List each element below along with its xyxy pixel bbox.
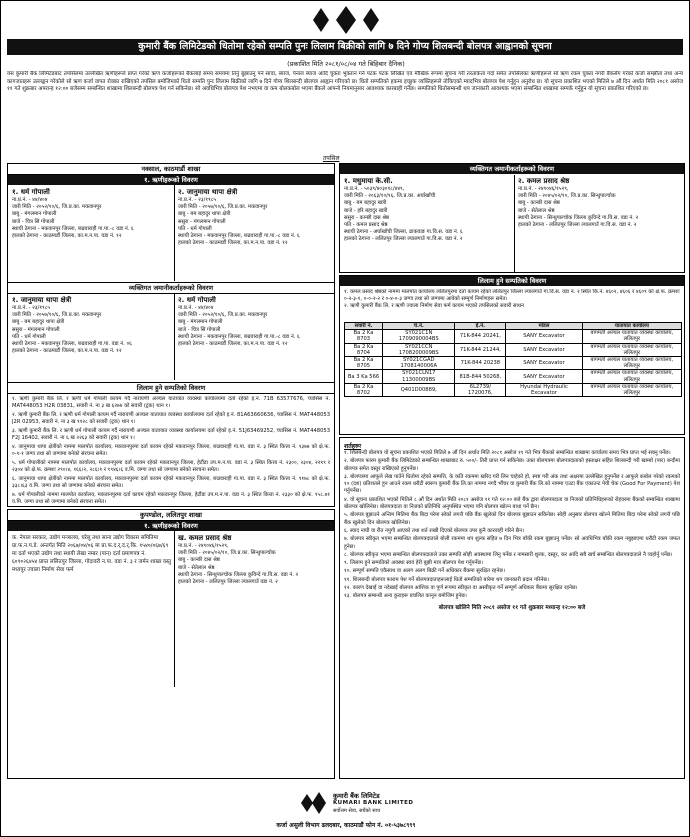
footer-bank-en: KUMARI BANK LIMITED (333, 800, 414, 806)
auction-item: २. ऋणी कुमारी बैंक लि. र ऋणी धर्म गोपाली कायम गर्दै नारायणी अञ्चल यातायात व्यवस्था कार्यालयमा दर्ता रहेको इ.नं. 81A63660636, च्यासिस नं. MAT448053 J2R 02953, सवारी नं. ना ३ ख ९१२८ को सवारी (ट्रक) थान १। (12, 412, 330, 425)
table-row (345, 383, 682, 396)
borrowers-header: १. ऋणीहरूको विवरण (8, 175, 334, 185)
detail-line: बाजे - सेतेलाल श्रेष्ठ (518, 207, 555, 214)
table-cell: SY021CCN 1708200009BS (383, 343, 455, 356)
table-cell: Ba 2 Ka 8705 (345, 357, 383, 370)
naxal-branch-section (7, 163, 335, 507)
branch-name-2: कुपण्डोल, ललितपुर शाखा (8, 510, 334, 521)
table-cell: 71K-844 20238 (455, 357, 506, 370)
detail-line: हालको ठेगाना - काठमाडौं जिल्ला, का.म.न.पा. वडा नं. १२ (178, 240, 288, 247)
table-cell: SY021C1N 1709090004BS (383, 330, 455, 343)
detail-line: स्थायी ठेगाना - मकवानपुर जिल्ला, बज्रवाराही गा.पा.-८ वडा नं. ६ (178, 233, 300, 240)
condition-item: १३. बोलपत्र सम्बन्धी अन्य कुराहरू प्रचलित कानून बमोजिम हुनेछ। (344, 593, 467, 600)
table-header: चे.नं. (383, 323, 455, 330)
borrower-1-details (12, 197, 172, 240)
detail-line: बाजे - सेतेलाल श्रेष्ठ (178, 564, 215, 571)
borrower-firm: क. नेपाल सरकार, उद्योग मन्त्रालय, घरेलु तथा साना उद्योग विकास समितिमा प्रा.फ.न.प.डे. अन्तर्गत मिति २०६७/०४/०६ मा प्रा.फ.द.र्.द.र्.कि. १५४०/०६७/६९ मा दर्ता भएको उद्योग तथा स्थायी लेखा नम्बर (पान) दर्ता प्रमाणपत्र नं. ६०९०२६४५४ प्राप्त ललितपुर जिल्ला, गोदावरी न.पा. वडा नं. ३ र जर्मन शाखा वस्तु मध्यपुर ज्वाला निर्माण सेवा फर्म (12, 535, 172, 573)
condition-item: ७. बोलपत्र स्वीकृत भएमा सम्बन्धित बोलपत्रदाताले बोली रकममा थप शुल्क सहित ७ दिन भित्र बाँकी रकम बुझाउनु पर्नेछ। सो अवधिभित्र बाँकी रकम नबुझाएमा धरौटी रकम जफत हुनेछ। (344, 536, 680, 550)
detail-line: ना.प्र.नं. - २४१०४६/१५२९, (518, 186, 569, 192)
detail-line: हालको ठेगाना - ललितपुर जिल्ला ल्यालगाउँ वडा नं. २ (178, 579, 278, 586)
detail-line: बाबु - बम बहादुर थापा क्षेत्री (178, 211, 231, 218)
detail-line: बाबु - कान्छी दास श्रेष्ठ (178, 557, 220, 564)
detail-line: ससुरा - कान्छी दास श्रेष्ठ (344, 214, 390, 221)
condition-item: ५. बोलपत्र बुझाउने अन्तिम मितिमा बैंक बिदा परेमा सोको लगत्तै पछि बैंक खुलेको दिन बोलपत्र बुझाउन सकिनेछ। सोही अनुसार बोलपत्र खोल्ने मितिमा बिदा परेमा सोको लगत्तै पछि बैंक खुलेको दिन बोलपत्र खोलिनेछ। (344, 512, 680, 526)
footer-tagline: सर्वोत्तम सेवा, सधैंको साथ (333, 808, 381, 814)
conditions-section (339, 437, 685, 779)
detail-line: बाबु - कान्छी दास श्रेष्ठ (518, 200, 560, 207)
kupondole-branch-section (7, 509, 335, 779)
right-guarantors-section (339, 163, 685, 273)
table-cell: बागमती अञ्चल यातायात व्यवस्था कार्यालय, ललितपुर (582, 370, 681, 383)
detail-line: बाबु - बम बहादुर खत्री (344, 200, 387, 207)
auction-list (12, 396, 330, 506)
condition-item: ३. बोलपत्रमा आफूले लेख पाउँने धितोमा रहेको सम्पत्ति, के कति रकममा खरिद गरी लिन चाहेको हो, स्पष्ट गरी अंक तथा अक्षरमा उल्लेखित हुनुपर्नेछ र आफूले कबोल गरेको रकमको १० (दश) प्रतिशतले हुन आउने रकम धरौटी स्वरूप कुमारी बैंक लि.का नाममा नगदै भौंचर वा कुमारी बैंक लि.को नाममा एउटा बैंक एकाउन्ट पेयी चेक (Good For Payment) पेश गर्नुपर्नेछ। (344, 473, 680, 495)
detail-line: ससुरा - मंगलमान गोपाली (12, 326, 60, 333)
detail-line: जारी मिति - २०५२/१०/६, जि.प्र.का. मकवानपुर (178, 312, 268, 319)
auction-items (12, 396, 330, 506)
auction-header: लिलाम हुने सम्पतिको विवरण (8, 382, 334, 394)
table-cell: SANY Excavator (506, 330, 582, 343)
detail-line: ना.प्र.नं. - २४१०४६/१५२९, (178, 543, 229, 549)
right-auction-section (339, 275, 685, 435)
detail-line: स्थायी ठेगाना - अर्घाखाँची जिल्ला, ढाकवाङ गा.वि.स. वडा नं. ६ (344, 229, 463, 236)
table-cell: Q401D00889, (383, 383, 455, 396)
detail-line: जारी मिति - २०५२/१०/६, जि.प्र.का. मकवानपुर (12, 204, 102, 211)
detail-line: बाबु - बम बहादुर थापा क्षेत्री (12, 319, 65, 326)
table-row (345, 330, 682, 343)
detail-line: ना.प्र.नं. - ४४/४०४ (12, 197, 48, 203)
detail-line: स्थायी ठेगाना - मकवानपुर जिल्ला, बज्रवाराही गा.पा. वडा नं. ०६ (12, 341, 132, 348)
table-cell: 81B-844 50268, (455, 370, 506, 383)
borrowers-header-2: १. ऋणीहरूको विवरण (8, 521, 334, 531)
detail-line: ना.प्र.नं. - २३/१९८५ (178, 197, 217, 203)
condition-item: ११. शिलबन्दी बोलपत्र फाराम पेश गर्ने बोलपत्रदाताहरूलाई धितो सम्पतिको बारेमा थप जानकारी प्रदान गरिनेछ। (344, 576, 549, 583)
detail-line: हालको ठेगाना - काठमाडौं जिल्ला, का.म.न.पा. वडा नं. १२ (178, 341, 288, 348)
guarantor-1: १. जानुमाया थापा क्षेत्री ना.प्र.नं. - २३/१९८५ जारी मिति - २०५७/१०/६, जि.प्र.का. मकवानपुर बाबु - बम बहादुर थापा क्षेत्री ससुरा - मंगलमान गोपाली पति - धर्म गोपाली स्थायी ठेगाना - मकवानपुर जिल्ला, बज्रवाराही गा.पा. वडा नं. ०६ हालको ठेगाना - काठमाडौं जिल्ला, का.म.न.पा. वडा नं. १२ (12, 296, 172, 380)
detail-line: पति - कमल प्रसाद श्रेष्ठ (344, 222, 388, 229)
closing-line: बोलपत्र खोलिने मिति २०८१ असोज ११ गते शुक्रबार मध्यान्ह १२:०० बजे (438, 604, 586, 611)
vehicle-table-wrap (344, 322, 682, 397)
guarantor-2: २. धर्म गोपाली ना.प्र.नं. - ४४/४०४ जारी मिति - २०५२/१०/६, जि.प्र.का. मकवानपुर बाबु - मंगलमान गोपाली बाजे - चित्र सिं गोपाली स्थायी ठेगाना - मकवानपुर जिल्ला, बज्रवाराही गा.पा.-८ वडा नं. ६ हालको ठेगाना - काठमाडौं जिल्ला, का.म.न.पा. वडा नं. १२ (178, 296, 332, 380)
auction-item: ६. जानुमाया थापा क्षेत्रीको नाममा मालपोत कार्यालय, मकवानपुरमा दर्ता कायम रहेको मकवानपुर जिल्ला, बज्रवाराही गा.पा. वडा नं. ३ स्थित कित्ता नं. ९१७८ को क्षे.फ. ३३८।६३ व.मि. जग्गा तथा सो जग्गामा बनेको संरचना समेत। (12, 476, 330, 489)
table-cell: Ba 2 Ka 8704 (345, 343, 383, 356)
condition-item: २. बोलपत्र फारम कुमारी बैंक लिमिटेडको सम्बन्धित शाखाबाट रु. ५००/- तिरी प्राप्त गर्न सकिनेछ। उक्त बोलपत्रमा बोलपत्रदाताको हस्ताक्षर सहित शिलबन्दी गरी खाम्बो (पार) बन्दीमा बोलपत्र समेत दस्तुर राखिएको हुनुपर्नेछ। (344, 458, 680, 472)
borrower-2-details (178, 197, 332, 247)
borrower-kamal: ख. कमल प्रसाद श्रेष्ठ ना.प्र.नं. - २४१०४६/१५२९, जारी मिति - २०४५/०२/१०, जि.प्र.का. सिन्धुपाल्चोक बाबु - कान्छी दास श्रेष्ठ बाजे - सेतेलाल श्रेष्ठ स्थायी ठेगाना - सिन्धुपाल्चोक जिल्ला कुविन्दे गा.वि.स. वडा नं. २ हालको ठेगाना - ललितपुर जिल्ला ल्यालगाउँ वडा नं. २ (178, 534, 332, 684)
table-row (345, 357, 682, 370)
detail-line: पति - धर्म गोपाली (12, 333, 46, 340)
auction-item: ५. धर्म गोपालीको नाममा मालपोत कार्यालय, मकवानपुरमा दर्ता कायम रहेको मकवानपुर जिल्ला, हेटौंडा उप.म.न.पा. वडा नं. ३ स्थित कित्ता नं. २३००, २३०४, २२९९ र २३०४ को क्षे.फ. क्रमशः २९०।४, १६६।२, २८६।१ र १९४६।६ व.मि. जग्गा तथा सो जग्गामा बनेको संरचना समेत। (12, 460, 330, 473)
detail-line: बाबु - मंगलमान गोपाली (12, 211, 57, 218)
table-cell: SY021CGAD 1708140006A (383, 357, 455, 370)
right-auction-header: लिलाम हुने सम्पतिको विवरण (340, 276, 684, 286)
table-cell: SANY Excavator (506, 370, 582, 383)
guarantor-madhumaya: १. मधुमाया के.सी. ना.प्र.नं. - ५०३९/४०३०९८/४४९, जारी मिति - २०६३/१०/१६, जि.प्र.का. अर्घाखाँची बाबु - बम बहादुर खत्री बाजे - हरि बहादुर खत्री ससुरा - कान्छी दास श्रेष्ठ पति - कमल प्रसाद श्रेष्ठ स्थायी ठेगाना - अर्घाखाँची जिल्ला, ढाकवाङ गा.वि.स. वडा नं. ६ हालको ठेगाना - ललितपुर जिल्ला ल्यालगाउँ गा.वि.स. वडा नं. २ (344, 177, 512, 272)
table-cell: 71K-844 21244, (455, 343, 506, 356)
table-header: सवारी नं. (345, 323, 383, 330)
table-header: ई.नं. (455, 323, 506, 330)
detail-line: जारी मिति - २०४५/०२/१०, जि.प्र.का. सिन्धुपाल्चोक (518, 193, 616, 200)
table-cell: बागमती अञ्चल यातायात व्यवस्था कार्यालय, ललितपुर (582, 330, 681, 343)
detail-line: स्थायी ठेगाना - सिन्धुपाल्चोक जिल्ला कुविन्दे गा.वि.स. वडा नं. २ (178, 571, 299, 578)
guarantors-header: व्यक्तिगत जमानीकर्ताहरूको विवरण (8, 282, 334, 294)
condition-item: १०. सम्पूर्ण सम्पति एकैसाथ वा अलग अलग बिक्री गर्ने अधिकार बैंकमा सुरक्षित रहनेछ। (344, 568, 505, 575)
condition-item: १. शिलबन्दी बोलपत्र यो सूचना प्रकाशित भएको मितिले ७ औं दिन अर्थात मिति २०८१ असोज ११ गते भित्र बैंकको सम्बन्धित शाखामा कार्यालय समय भित्र प्राप्त भई सक्नु पर्नेछ। (344, 450, 671, 456)
detail-line: हालको ठेगाना - ललितपुर जिल्ला ल्यालगाउँ गा.वि.स. वडा नं. २ (518, 222, 637, 229)
detail-line: स्थायी ठेगाना - मकवानपुर जिल्ला, बज्रवाराही गा.पा.-८ वडा नं. ६ (12, 225, 134, 232)
table-cell: बागमती अञ्चल यातायात व्यवस्था कार्यालय, ललितपुर (582, 383, 681, 396)
detail-line: जारी मिति - २०४५/०२/१०, जि.प्र.का. सिन्धुपाल्चोक (178, 550, 276, 557)
condition-item: ८. बोलपत्र स्वीकृत भएमा सम्बन्धित बोलपत्रदाताले उक्त सम्पति सोही अवस्थामा लिनु पर्नेछ र नामसारी शुल्क, दस्तुर, कर आदि सबै खर्च सम्बन्धित बोलपत्रदाताले नै व्यहोर्नु पर्नेछ। (344, 551, 673, 558)
detail-line: बाजे - हरि बहादुर खत्री (344, 207, 388, 214)
detail-line: स्थायी ठेगाना - मकवानपुर जिल्ला, बज्रवाराही गा.पा.-८ वडा नं. ६ (178, 333, 300, 340)
auction-item: ४. जानुमाया थापा क्षेत्रीको नाममा मालपोत कार्यालय, मकवानपुरमा दर्ता कायम रहेको मकवानपुर जिल्ला, बज्रवाराही गा.पा. वडा नं. ३ स्थित कित्ता नं. ९३७७ को क्षे.फ. ०-१-१ जग्गा तथा सो जग्गामा बनेको संरचना समेत। (12, 444, 330, 457)
detail-line: ना.प्र.नं. - २३/१९८५ (12, 305, 51, 311)
tapsil-label: तपसिल (323, 155, 340, 162)
table-cell: Ba 3 Ka 566 (345, 370, 383, 383)
table-cell: SANY Excavator (506, 357, 582, 370)
table-cell: SANY Excavator (506, 343, 582, 356)
auction-item: ७. धर्म गोपालीको नाममा मालपोत कार्यालय, मकवानपुरमा दर्ता कायम रहेको मकवानपुर जिल्ला, हेटौंडा उप.म.न.पा. वडा नं. ३ स्थित कित्ता नं. २३३० को क्षे.फ. १५८.७१ व.मि. जग्गा तथा सो जग्गामा बनेको संरचना समेत। (12, 492, 330, 505)
auction-item: १. ऋणी कुमारी बैंक लि. र ऋणी धर्म गोपाली कायम गर्दै नारायणी अञ्चल यातायात व्यवस्था कार्यालयमा दर्ता रहेको इ.नं. 71B 63577676, च्यासिस नं. MAT448053 H2R 03831, सवारी नं. ना ३ ख ६२७४ को सवारी (ट्रक) थान १। (12, 396, 330, 409)
condition-item: ६. स्याद नाघी वा रीत नपुगी आएको तथा शर्त राखी दिएको बोलपत्र उपर कुनै कारवाही गरिने छैन। (344, 527, 525, 534)
table-cell: Ba 2 Ka 8702 (345, 383, 383, 396)
table-cell: 71K-844 20241, (455, 330, 506, 343)
table-cell: 6L2739/ 1720076, (455, 383, 506, 396)
vehicle-table (344, 322, 682, 397)
detail-line: हालको ठेगाना - काठमाडौं जिल्ला, का.म.न.पा. वडा नं. १२ (12, 233, 122, 240)
guarantor-kamal: २. कमल प्रसाद श्रेष्ठ ना.प्र.नं. - २४१०४६/१५२९, जारी मिति - २०४५/०२/१०, जि.प्र.का. सिन्धुपाल्चोक बाबु - कान्छी दास श्रेष्ठ बाजे - सेतेलाल श्रेष्ठ स्थायी ठेगाना - सिन्धुपाल्चोक जिल्ला कुविन्दे गा.वि.स. वडा नं. २ हालको ठेगाना - ललितपुर जिल्ला ल्यालगाउँ गा.वि.स. वडा नं. २ (518, 177, 682, 272)
detail-line: ना.प्र.नं. - ४४/४०४ (178, 305, 214, 311)
publication-date: (प्रकाशित मिति २०८१/०८/०४ गते बिहिबार दैनिक) (287, 60, 405, 68)
auction-item: ३. ऋणी कुमारी बैंक लि. र ऋणी धर्म गोपाली कायम गर्दै नारायणी अञ्चल यातायात व्यवस्था कार्यालयमा दर्ता रहेको इ.नं. 51J63469252, च्यासिस नं. MAT448053 F2J 16402, सवारी नं. ना ६ ख २२६३ को सवारी (ट्रक) थान १। (12, 428, 330, 441)
table-header: यातायात कार्यालय (582, 323, 681, 330)
detail-line: ससुरा - मंगलमान गोपाली (178, 218, 226, 225)
detail-line: जारी मिति - २०५७/१०/६, जि.प्र.का. मकवानपुर (178, 204, 268, 211)
table-cell: Hyundai Hydraulic Excavator (506, 383, 582, 396)
right-auction-text: १. कमल प्रसाद श्रेष्ठको नाममा मालपोत कार्यालय ललितपुरमा दर्ता कायम रहेको ललितपुर जिल्ला ल्यालगाउँ गा.वि.स. वडा नं. २ स्थित कि.नं. ४६०२, ४६०६ र ४६०९ को क्षे.फ. क्रमशः ०-२-३-१, ०-०-२-२ र ०-४-०-३ जग्गा तथा सो जग्गामा आवेको सम्पूर्ण निर्माणहरू समेत। २. ऋणी कुमारी बैंक लि. र ऋणी ज्वाला निर्माण सेवा फर्म कायम भएको तपसिलको सवारी साधन (344, 289, 680, 310)
condition-item: १२. कारण देखाई वा नदेखाई बोलपत्र आंशिक वा पूर्ण रूपमा स्वीकृत वा अस्वीकृत गर्ने सम्पूर्ण अधिकार बैंकमा सुरक्षित रहनेछ। (344, 585, 578, 592)
detail-line: बाबु - मंगलमान गोपाली (178, 319, 223, 326)
table-cell: SY021CLN17 11300009BS (383, 370, 455, 383)
branch-name: नक्साल, काठमाडौं शाखा (8, 164, 334, 175)
footer-contact: कर्जा असुली विभाग ढलदबार, काठमाडौं फोन नं. ०१-५३७८९९९ (276, 822, 416, 829)
intro-paragraph: यस कुमारी बैंक लिमिटेडबाट तपसिलमा उल्लेखित ऋणीहरूले प्राप्त गरेको ऋण कर्जाहरूको बैंकलाई समय समयमा तिर्नु बुझाउनु पर्ने सांवा, ब्याज, पेनाल ब्याज आदि चुक्ता भुक्तान गर्न पटक पटक लिखित एवं मौखिक रूपमा सूचना गरी तरताकेता गर्दा समेत तपसिलका ऋणीहरूले सो ऋण रकम चुक्ता नगरी बैंकसँग गरेको कर्जा सम्झौता तथा अन्य कागजातहरू उल्लङ्घन गरेकोले सो ऋण कर्जा वापत रोक्का राखिएको तपसिल बमोजिमको धितो सम्पति पुनः लिलाम बिक्रीको लागि ७ दिने गोप्य शिलबन्दी बोलपत्र आह्वान गरिएको छ। धितो सम्पतिको हकमा इच्छुक व्यक्तिहरूले तोकिएको म्यादभित्र बोलपत्र पेश गर्नुहुन अनुरोध छ। यो सूचना प्रकाशित भएको मितिले ७ औं दिन अर्थात मिति २०८१ असोज ११ गते शुक्रबार अपरान्ह १२:०० बजेसम्म सम्बन्धित शाखामा शिलबन्दी बोलपत्र पेश गर्न सकिनेछ। सो अवधिभित्र बोलपत्र पेश नभएमा वा कम बोलकबोल भएमा बैंकले आफ्नो नियमानुसार आवश्यक कारबाही गर्नेछ। सम्पतिको धितोसम्बन्धी थप जानकारी आवश्यक भएमा सम्बन्धित शाखामा सम्पर्क गर्नुहुन यो सूचना प्रकाशित गरिएको छ। (7, 71, 683, 93)
table-cell: बागमती अञ्चल यातायात व्यवस्था कार्यालय, ललितपुर (582, 357, 681, 370)
table-header: मोडल (506, 323, 582, 330)
table-row (345, 343, 682, 356)
detail-line: जारी मिति - २०६३/१०/१६, जि.प्र.का. अर्घाखाँची (344, 193, 436, 200)
detail-line: बाजे - चित्र सिं गोपाली (12, 218, 55, 225)
detail-line: पति - धर्म गोपाली (178, 225, 212, 232)
detail-line: ना.प्र.नं. - ५०३९/४०३०९८/४४९, (344, 186, 405, 192)
borrower-1: १. धर्म गोपाली ना.प्र.नं. - ४४/४०४ जारी मिति - २०५२/१०/६, जि.प्र.का. मकवानपुर बाबु - मंगलमान गोपाली बाजे - चित्र सिं गोपाली स्थायी ठेगाना - मकवानपुर जिल्ला, बज्रवाराही गा.पा.-८ वडा नं. ६ हालको ठेगाना - काठमाडौं जिल्ला, का.म.न.पा. वडा नं. १२ (12, 188, 172, 280)
table-cell: बागमती अञ्चल यातायात व्यवस्था कार्यालय, ललितपुर (582, 343, 681, 356)
conditions-list (344, 450, 680, 601)
detail-line: हालको ठेगाना - काठमाडौं जिल्ला, का.म.न.पा. वडा नं. १२ (12, 348, 122, 355)
right-guarantors-header: व्यक्तिगत जमानीकर्ताहरूको विवरण (340, 164, 684, 174)
detail-line: जारी मिति - २०५७/१०/६, जि.प्र.का. मकवानपुर (12, 312, 102, 319)
detail-line: हालको ठेगाना - ललितपुर जिल्ला ल्यालगाउँ गा.वि.स. वडा नं. २ (344, 236, 463, 243)
detail-line: स्थायी ठेगाना - सिन्धुपाल्चोक जिल्ला कुविन्दे गा.वि.स. वडा नं. २ (518, 214, 639, 221)
table-cell: Ba 2 Ka 8703 (345, 330, 383, 343)
footer-bank-np: कुमारी बैंक लिमिटेड (333, 792, 380, 800)
conditions-title: शर्तहरूः (344, 443, 362, 450)
notice-title: कुमारी बैंक लिमिटेडको धितोमा रहेको सम्पति पुनः लिलाम बिक्रीको लागि ७ दिने गोप्य शिलबन्दी बोलपत्र आह्वानको सूचना (7, 39, 683, 55)
kumari-bank-logo-icon (301, 4, 391, 36)
detail-line: बाजे - चित्र सिं गोपाली (178, 326, 221, 333)
table-row (345, 370, 682, 383)
condition-item: ४. यो सूचना प्रकाशित भएको मितिले ८ औं दिन अर्थात मिति २०८१ असोज ११ गते १२:०० बजे बैंक द्वारा बोलपत्रदाता वा निजको प्रतिनिधिहरूको रोहवरमा बैंकको सम्बन्धित शाखामा बोलपत्र खोलिनेछ। बोलपत्रदाता वा निजको प्रतिनिधि अनुपस्थित भएमा पनि बोलपत्र खोल्न बाधा पर्ने छैन। (344, 496, 680, 511)
borrower-2: २. जानुमाया थापा क्षेत्री ना.प्र.नं. - २३/१९८५ जारी मिति - २०५७/१०/६, जि.प्र.का. मकवानपुर बाबु - बम बहादुर थापा क्षेत्री ससुरा - मंगलमान गोपाली पति - धर्म गोपाली स्थायी ठेगाना - मकवानपुर जिल्ला, बज्रवाराही गा.पा.-८ वडा नं. ६ हालको ठेगाना - काठमाडौं जिल्ला, का.म.न.पा. वडा नं. १२ (178, 188, 332, 280)
condition-item: ९. लिलाम हुने सम्पतिको अवस्था स्वयं हेरी बुझी मात्र बोलपत्र पेश गर्नुपर्नेछ। (344, 560, 484, 567)
